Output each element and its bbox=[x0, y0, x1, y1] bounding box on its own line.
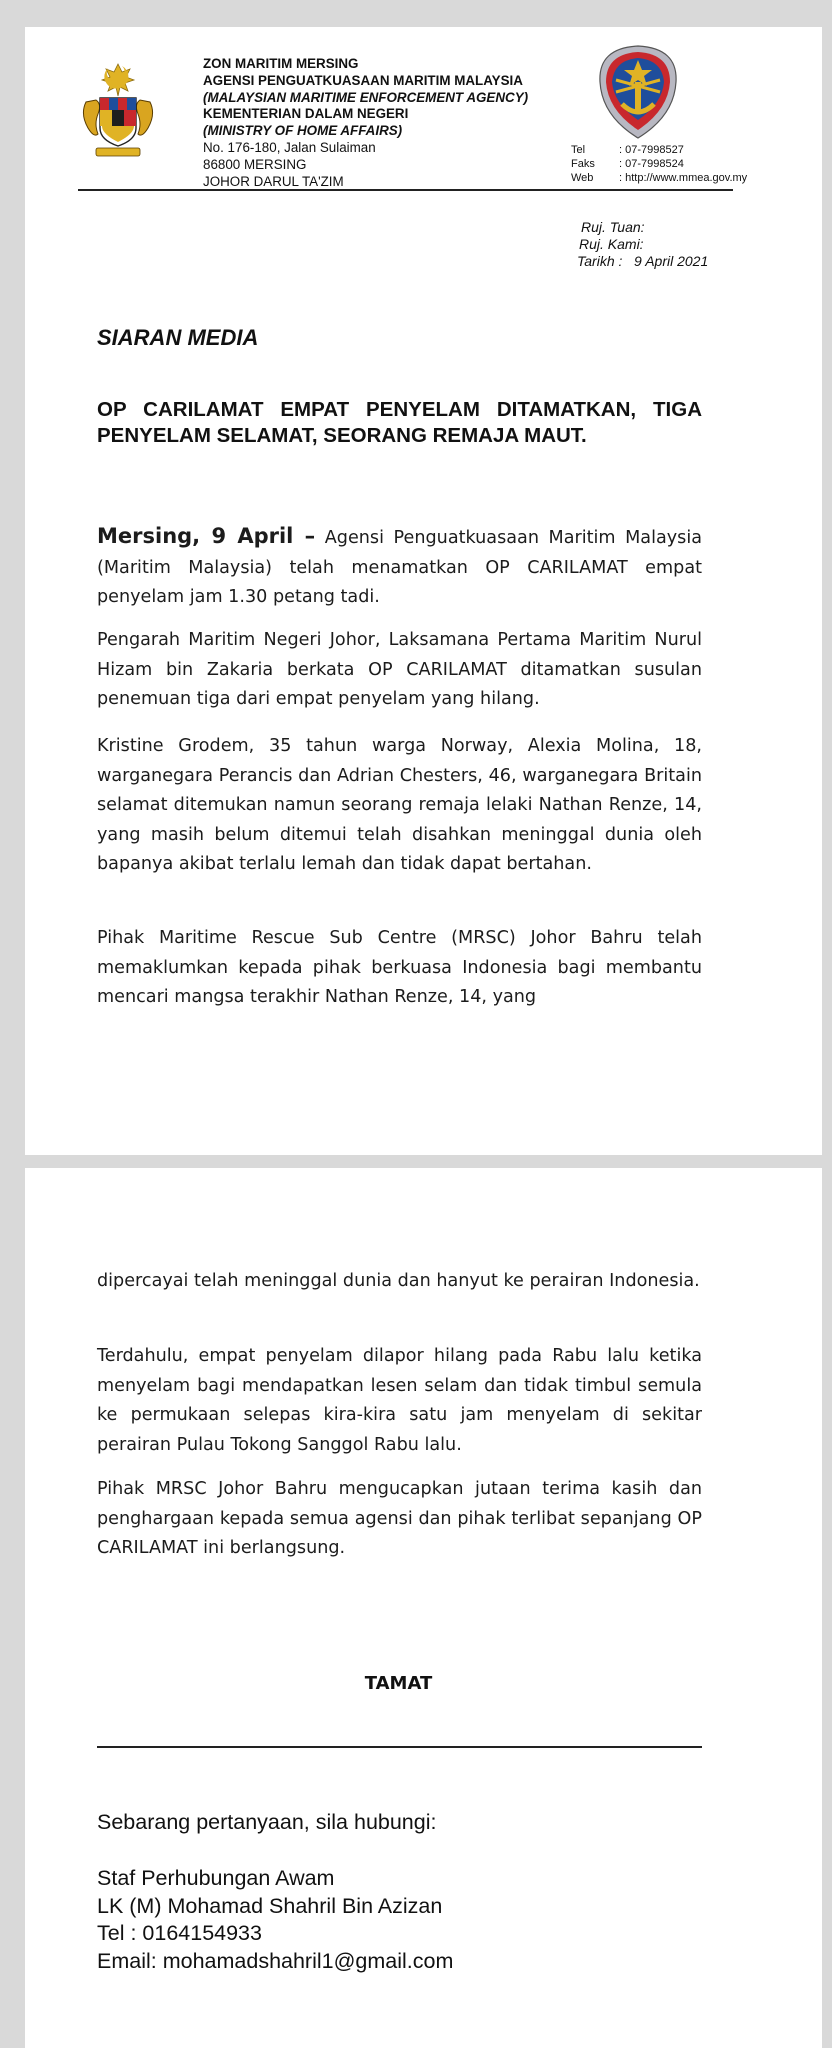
paragraph-3: Kristine Grodem, 35 tahun warga Norway, Alexia Molina, 18, warganegara Perancis dan Adrian Chesters, 46, warganegara Britain selamat ditemukan namun seorang remaja lelaki Nathan Renze, 14, yang masih belum ditemui telah disahkan meninggal dunia oleh bapanya akibat terlalu lemah dan tidak dapat bertahan. bbox=[97, 736, 702, 874]
contact-email: Email: mohamadshahril1@gmail.com bbox=[97, 1948, 454, 1973]
letterhead-zone: ZON MARITIM MERSING bbox=[203, 56, 359, 71]
dateline: Mersing, 9 April – bbox=[97, 524, 316, 548]
contact-fax-row bbox=[571, 157, 747, 171]
paragraph-4: Pihak Maritime Rescue Sub Centre (MRSC) Johor Bahru telah memaklumkan kepada pihak berkuasa Indonesia bagi membantu mencari mangsa terakhir Nathan Renze, 14, yang bbox=[97, 928, 702, 1007]
paragraph-6: Pihak MRSC Johor Bahru mengucapkan jutaan terima kasih dan penghargaan kepada semua agensi dan pihak terlibat sepanjang OP CARILAMAT ini berlangsung. bbox=[97, 1479, 702, 1558]
tel-label: Tel bbox=[571, 144, 586, 156]
letterhead-divider bbox=[78, 189, 733, 191]
paragraph-1-text: Agensi Penguatkuasaan Maritim Malaysia (Maritim Malaysia) telah menamatkan OP CARILAMAT empat penyelam jam 1.30 petang tadi. bbox=[97, 528, 702, 607]
fax-value: : 07-7998524 bbox=[619, 158, 684, 170]
paragraph-2: Pengarah Maritim Negeri Johor, Laksamana Pertama Maritim Nurul Hizam bin Zakaria berkata OP CARILAMAT ditamatkan susulan penemuan tiga dari empat penyelam yang hilang. bbox=[97, 630, 702, 709]
web-value: : http://www.mmea.gov.my bbox=[619, 172, 748, 184]
end-divider bbox=[97, 1746, 702, 1748]
ruj-tuan: Ruj. Tuan: bbox=[581, 219, 645, 235]
tel-value: : 07-7998527 bbox=[619, 144, 684, 156]
contact-intro: Sebarang pertanyaan, sila hubungi: bbox=[97, 1810, 437, 1834]
release-type: SIARAN MEDIA bbox=[97, 325, 259, 350]
letterhead-address-3: JOHOR DARUL TA'ZIM bbox=[203, 173, 344, 189]
reference-block bbox=[553, 219, 708, 270]
letterhead-text bbox=[203, 56, 528, 190]
mmea-emblem-icon bbox=[590, 42, 686, 142]
letterhead-ministry: KEMENTERIAN DALAM NEGERI bbox=[203, 106, 409, 122]
letterhead-ministry-en: (MINISTRY OF HOME AFFAIRS) bbox=[203, 123, 403, 139]
tarikh: Tarikh : 9 April 2021 bbox=[577, 253, 709, 269]
contact-block bbox=[97, 1865, 737, 1975]
letterhead-contact bbox=[571, 143, 747, 185]
ruj-kami: Ruj. Kami: bbox=[579, 236, 644, 252]
contact-tel: Tel : 0164154933 bbox=[97, 1921, 262, 1945]
fax-label: Faks bbox=[571, 158, 595, 170]
letterhead-address-1: No. 176-180, Jalan Sulaiman bbox=[203, 139, 376, 155]
paragraph-4-continued: dipercayai telah meninggal dunia dan hanyut ke perairan Indonesia. bbox=[97, 1271, 700, 1291]
web-label: Web bbox=[571, 172, 594, 184]
contact-name: LK (M) Mohamad Shahril Bin Azizan bbox=[97, 1893, 443, 1918]
contact-web-row bbox=[571, 171, 747, 185]
paragraph-5: Terdahulu, empat penyelam dilapor hilang pada Rabu lalu ketika menyelam bagi mendapatkan lesen selam dan tidak timbul semula ke permukaan selepas kira-kira satu jam menyelam di sekitar perairan Pulau Tokong Sanggol Rabu lalu. bbox=[97, 1346, 702, 1455]
letterhead-address-2: 86800 MERSING bbox=[203, 156, 307, 172]
paragraph-1 bbox=[97, 522, 702, 613]
malaysia-coat-of-arms-icon bbox=[78, 58, 158, 164]
letterhead-agency-en: (MALAYSIAN MARITIME ENFORCEMENT AGENCY) bbox=[203, 89, 529, 105]
contact-unit: Staf Perhubungan Awam bbox=[97, 1866, 335, 1890]
release-headline: OP CARILAMAT EMPAT PENYELAM DITAMATKAN, TIGA PENYELAM SELAMAT, SEORANG REMAJA MAUT. bbox=[97, 398, 702, 447]
letterhead-agency: AGENSI PENGUATKUASAAN MARITIM MALAYSIA bbox=[203, 72, 523, 88]
end-marker: TAMAT bbox=[364, 1673, 433, 1694]
contact-tel-row bbox=[571, 143, 747, 157]
